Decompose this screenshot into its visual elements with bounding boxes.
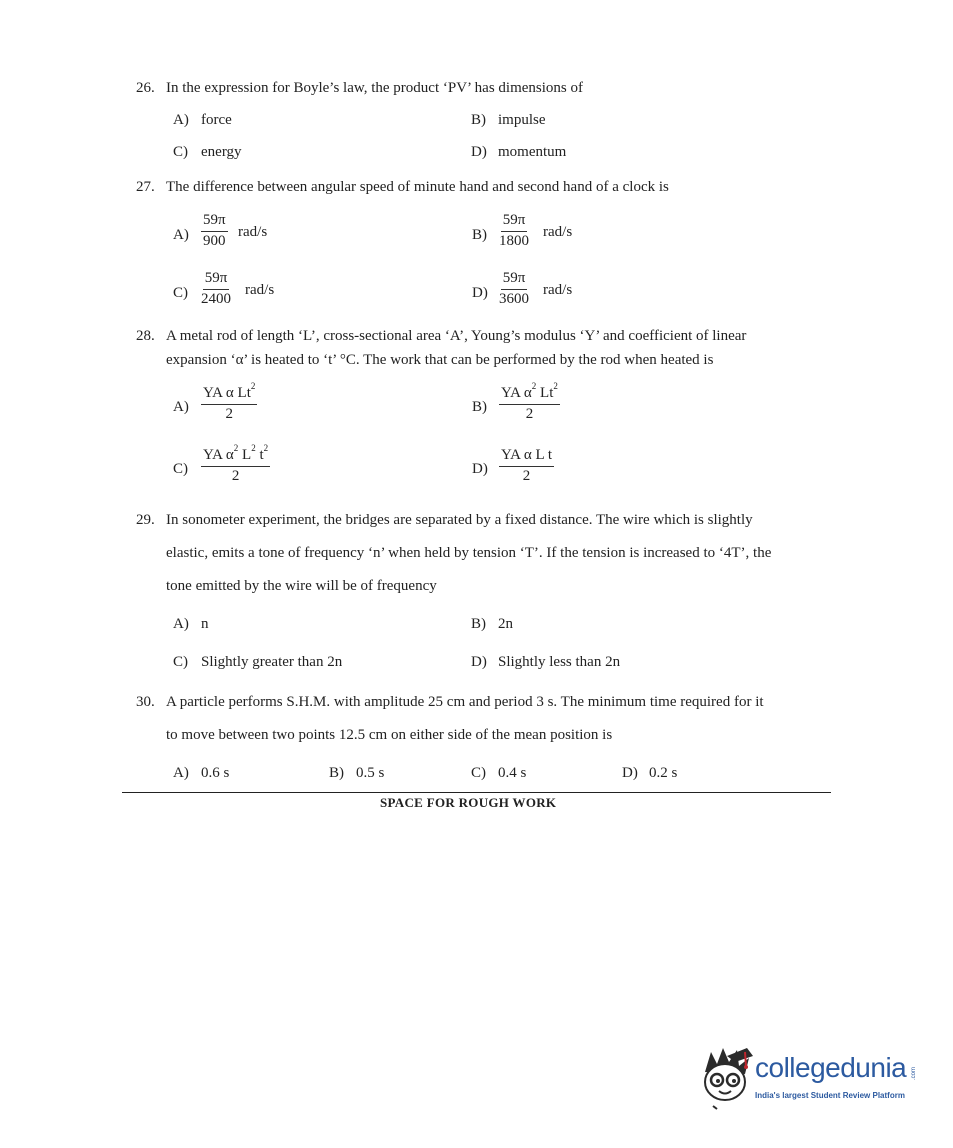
q27-option-c-label: C) [173,285,188,301]
q26-option-d: momentum [498,144,567,160]
q26-text: In the expression for Boyle’s law, the product ‘PV’ has dimensions of [166,80,584,96]
q29-option-c: Slightly greater than 2n [201,654,343,670]
q30-option-d-label: D) [622,765,638,781]
brand-name: collegedunia [755,1052,907,1083]
q26-option-b: impulse [498,112,546,128]
q29-option-a-label: A) [173,616,189,632]
q30-option-c: 0.4 s [498,765,527,781]
q28-option-c-label: C) [173,461,188,477]
brand-tagline: India's largest Student Review Platform [755,1091,905,1100]
fraction-denominator: 900 [203,232,226,249]
q29-text-line3: tone emitted by the wire will be of frequency [166,578,437,594]
q30-text-line1: A particle performs S.H.M. with amplitude 25 cm and period 3 s. The minimum time required for it [166,694,764,710]
q28-option-b-fraction [499,381,560,423]
brand-domain: .com [911,1066,917,1080]
q30-option-b-label: B) [329,765,344,781]
q29-option-d: Slightly less than 2n [498,654,621,670]
q29-text-line1: In sonometer experiment, the bridges are separated by a fixed distance. The wire which is slightly [166,512,753,528]
q30-number: 30. [136,694,155,710]
q29-option-b-label: B) [471,616,486,632]
q28-option-d-fraction [499,448,554,485]
q27-option-c-fraction [201,271,231,308]
q28-text-line2: expansion ‘α’ is heated to ‘t’ °C. The work that can be performed by the rod when heated is [166,352,714,368]
q26-option-b-label: B) [471,112,486,128]
q27-option-d-unit: rad/s [543,282,573,298]
q28-option-d-label: D) [472,461,488,477]
q29-text-line2: elastic, emits a tone of frequency ‘n’ when held by tension ‘T’. If the tension is increased to ‘4T’, the [166,545,772,561]
fraction-numerator: YA α Lt$^2$ [201,386,257,405]
q28-option-a-fraction [201,381,257,423]
q27-option-b-unit: rad/s [543,224,573,240]
q28-number: 28. [136,328,155,344]
q28-option-a-label: A) [173,399,189,415]
fraction-numerator: 59π [501,271,528,290]
q30-option-d: 0.2 s [649,765,678,781]
q27-option-b-label: B) [472,227,487,243]
q29-number: 29. [136,512,155,528]
fraction-numerator: 59π [203,271,230,290]
fraction-denominator: 1800 [499,232,529,249]
fraction-denominator: 2 [225,405,233,422]
q30-option-a: 0.6 s [201,765,230,781]
q27-option-b-fraction [499,213,529,250]
q26-option-c: energy [201,144,242,160]
q30-option-c-label: C) [471,765,486,781]
q30-option-a-label: A) [173,765,189,781]
q26-number: 26. [136,80,155,96]
fraction-numerator: 59π [201,213,228,232]
q29-option-d-label: D) [471,654,487,670]
q26-option-d-label: D) [471,144,487,160]
q27-option-d-fraction [499,271,529,308]
q27-option-d-label: D) [472,285,488,301]
q28-text-line1: A metal rod of length ‘L’, cross-sectional area ‘A’, Young’s modulus ‘Y’ and coefficient of linear [166,328,747,344]
fraction-numerator: 59π [501,213,528,232]
q30-text-line2: to move between two points 12.5 cm on either side of the mean position is [166,727,613,743]
q27-option-a-fraction [201,213,228,250]
q27-option-c-unit: rad/s [245,282,275,298]
rough-work-label: SPACE FOR ROUGH WORK [380,795,557,810]
q30-option-b: 0.5 s [356,765,385,781]
q26-option-a: force [201,112,232,128]
fraction-denominator: 2400 [201,290,231,307]
fraction-denominator: 3600 [499,290,529,307]
fraction-denominator: 2 [231,467,240,484]
q29-option-b: 2n [498,616,513,632]
q29-option-a: n [201,616,209,632]
fraction-numerator: YA α L t [499,448,554,467]
fraction-numerator: YA $\alpha^2$ $L^2$ $t^2$ [201,448,270,467]
q26-option-c-label: C) [173,144,188,160]
fraction-denominator: 2 [522,467,531,484]
footer-divider [122,792,831,793]
q27-option-a-unit: rad/s [238,224,268,240]
q28-option-c-fraction [201,443,270,485]
q26-option-a-label: A) [173,112,189,128]
q27-text: The difference between angular speed of minute hand and second hand of a clock is [166,179,669,195]
q27-option-a-label: A) [173,227,189,243]
q27-number: 27. [136,179,155,195]
q28-option-b-label: B) [472,399,487,415]
fraction-denominator: 2 [525,405,534,422]
fraction-numerator: YA $\alpha^2$ Lt$^2$ [499,386,560,405]
q29-option-c-label: C) [173,654,188,670]
